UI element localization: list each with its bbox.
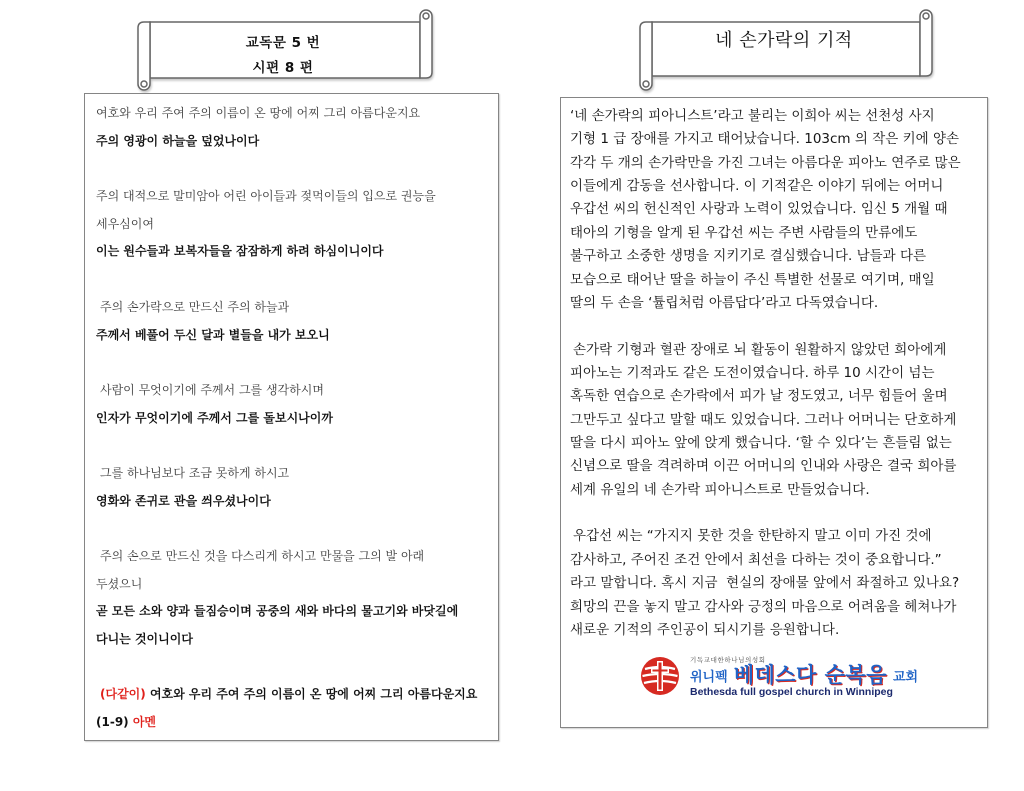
story-text: [570, 105, 961, 642]
story-line: 새로운 기적의 주인공이 되시기를 응원합니다.: [570, 621, 840, 638]
closing-reference-line: [96, 709, 477, 737]
reading-response-line: 다니는 것이니이다: [96, 632, 193, 647]
reading-response-line: 영화와 존귀로 관을 씌우셨나이다: [96, 493, 271, 508]
reading-line: 세우심이여: [96, 216, 154, 231]
church-city: 위니펙: [690, 670, 728, 685]
church-name-row: [690, 664, 918, 686]
story-line: 모습으로 태어난 딸을 하늘이 주신 특별한 선물로 여기며, 매일: [570, 271, 935, 288]
story-line: 태아의 기형을 알게 된 우갑선 씨는 주변 사람들의 만류에도: [570, 224, 918, 241]
story-line: 감사하고, 주어진 조건 안에서 최선을 다하는 것이 중요합니다.”: [570, 551, 942, 568]
reading-line: 그를 하나님보다 조금 못하게 하시고: [100, 465, 290, 480]
church-suffix: 교회: [893, 670, 919, 685]
psalm-reference: 시편 8 편: [252, 60, 314, 76]
story-line: 딸을 다시 피아노 앞에 앉게 했습니다. ‘할 수 있다’는 흔들림 없는: [570, 435, 952, 452]
story-line: 혹독한 연습으로 손가락에서 피가 날 정도였고, 너무 힘들어 울며: [570, 388, 948, 405]
paragraph-spacer: [96, 349, 477, 377]
cross-globe-icon: [640, 656, 680, 696]
amen-label: 아멘: [132, 715, 157, 730]
church-name: 베데스다 순복음: [733, 663, 887, 687]
reading-response-line: 곧 모든 소와 양과 들짐승이며 공중의 새와 바다의 물고기와 바닷길에: [96, 604, 459, 619]
story-line: 각각 두 개의 손가락만을 가진 그녀는 아름다운 피아노 연주로 많은: [570, 154, 961, 171]
closing-text: 여호와 우리 주여 주의 이름이 온 땅에 어찌 그리 아름다운지요: [149, 687, 478, 702]
reading-response-line: 주께서 베풀어 두신 달과 별들을 내가 보오니: [96, 327, 330, 342]
reading-response-line: 주의 영광이 하늘을 덮었나이다: [96, 133, 260, 148]
church-logo: [636, 652, 956, 706]
verse-reference: (1-9): [96, 715, 129, 730]
story-line: 신념으로 딸을 격려하며 이끈 어머니의 인내와 사랑은 결국 희아를: [570, 458, 957, 475]
reading-line: 주의 손가락으로 만드신 주의 하늘과: [100, 299, 290, 314]
reading-line: 사람이 무엇이기에 주께서 그를 생각하시며: [100, 382, 324, 397]
story-line: 불구하고 소중한 생명을 지키기로 결심했습니다. 남들과 다른: [570, 248, 927, 265]
paragraph-spacer: [570, 315, 961, 338]
paragraph-spacer: [96, 155, 477, 183]
story-title: 네 손가락의 기적: [715, 30, 853, 51]
story-line: 손가락 기형과 혈관 장애로 뇌 활동이 원활하지 않았던 희아에게: [573, 341, 947, 358]
paragraph-spacer: [96, 515, 477, 543]
paragraph-spacer: [96, 654, 477, 682]
reading-line: 주의 대적으로 말미암아 어린 아이들과 젖먹이들의 입으로 권능을: [96, 189, 436, 204]
reading-response-line: 인자가 무엇이기에 주께서 그를 돌보시나이까: [96, 410, 333, 425]
reading-line: 주의 손으로 만드신 것을 다스리게 하시고 만물을 그의 발 아래: [100, 549, 425, 563]
paragraph-spacer: [96, 266, 477, 294]
paragraph-spacer: [96, 432, 477, 460]
story-line: 피아노는 기적과도 같은 도전이였습니다. 하루 10 시간이 넘는: [570, 364, 935, 381]
reading-line: 여호와 우리 주여 주의 이름이 온 땅에 어찌 그리 아름다운지요: [96, 106, 421, 120]
story-line: 그만두고 싶다고 말할 때도 있었습니다. 그러나 어머니는 단호하게: [570, 411, 957, 428]
story-line: 라고 말합니다. 혹시 지금 현실의 장애물 앞에서 좌절하고 있나요?: [570, 575, 960, 592]
responsive-reading-text: [96, 100, 477, 737]
paragraph-spacer: [570, 502, 961, 525]
story-line: 이들에게 감동을 선사합니다. 이 기적같은 이야기 뒤에는 어머니: [570, 178, 944, 195]
story-box: [560, 97, 988, 728]
story-line: 우갑선 씨는 “가지지 못한 것을 한탄하지 말고 이미 가진 것에: [573, 528, 932, 545]
story-line: 세계 유일의 네 손가락 피아니스트로 만들었습니다.: [570, 481, 870, 498]
reading-response-line: 이는 원수들과 보복자들을 잠잠하게 하려 하심이니이다: [96, 244, 384, 259]
closing-line: [96, 681, 477, 709]
denomination-name: 기독교대한하나님의성회: [690, 656, 766, 664]
story-line: 딸의 두 손을 ‘튤립처럼 아름답다’라고 다독였습니다.: [570, 294, 879, 311]
story-line: ‘네 손가락의 피아니스트’라고 불리는 이희아 씨는 선천성 사지: [570, 108, 935, 124]
church-name-english: Bethesda full gospel church in Winnipeg: [690, 686, 893, 698]
story-line: 희망의 끈을 놓지 말고 감사와 긍정의 마음으로 어려움을 헤쳐나가: [570, 598, 957, 615]
story-line: 우갑선 씨의 헌신적인 사랑과 노력이 있었습니다. 임신 5 개월 때: [570, 201, 948, 218]
reading-line: 두셨으니: [96, 576, 143, 591]
reading-number-title: 교독문 5 번: [245, 35, 321, 51]
responsive-reading-box: [84, 93, 499, 741]
story-line: 기형 1 급 장애를 가지고 태어났습니다. 103cm 의 작은 키에 양손: [570, 131, 960, 148]
together-label: (다같이): [100, 687, 146, 702]
